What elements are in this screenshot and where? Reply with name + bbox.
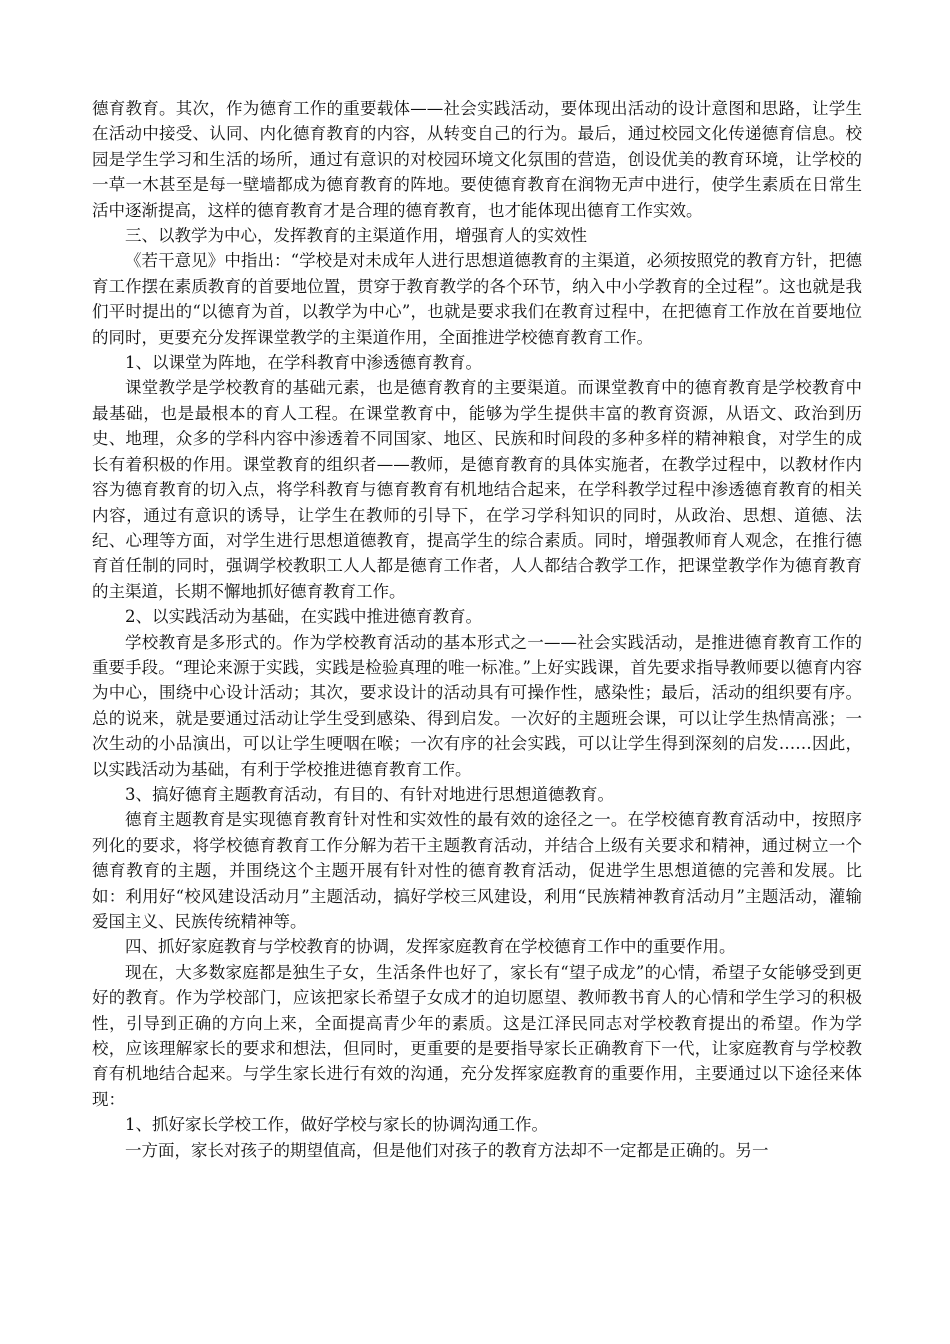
paragraph-classroom: 课堂教学是学校教育的基础元素，也是德育教育的主要渠道。而课堂教育中的德育教育是学校教育中最基础，也是最根本的育人工程。在课堂教育中，能够为学生提供丰富的教育资源，从语文、政治到历史、地理，众多的学科内容中渗透着不同国家、地区、民族和时间段的多种多样的精神粮食，对学生的成长有着积极的作用。课堂教育的组织者——教师，是德育教育的具体实施者，在教学过程中，以教材作内容为德育教育的切入点，将学科教育与德育教育有机地结合起来，在学科教学过程中渗透德育教育的相关内容，通过有意识的诱导，让学生在教师的引导下，在学习学科知识的同时，从政治、思想、道德、法纪、心理等方面，对学生进行思想道德教育，提高学生的综合素质。同时，增强教师育人观念，在推行德育首任制的同时，强调学校教职工人人都是德育工作者，人人都结合教学工作，把课堂教学作为德育教育的主渠道，长期不懈地抓好德育教育工作。 — [92, 378, 862, 601]
paragraph-family-education: 现在，大多数家庭都是独生子女，生活条件也好了，家长有“望子成龙”的心情，希望子女能够受到更好的教育。作为学校部门，应该把家长希望子女成才的迫切愿望、教师教书育人的心情和学生学习的积极性，引导到正确的方向上来，全面提高青少年的素质。这是江泽民同志对学校教育提出的希望。作为学校，应该理解家长的要求和想法，但同时，更重要的是要指导家长正确教育下一代，让家庭教育与学校教育有机地结合起来。与学生家长进行有效的沟通，充分发挥家庭教育的重要作用，主要通过以下途径来体现： — [92, 962, 862, 1109]
paragraph-parent-school: 一方面，家长对孩子的期望值高，但是他们对孩子的教育方法却不一定都是正确的。另一 — [125, 1140, 769, 1160]
paragraph-intro-continuation: 德育教育。其次，作为德育工作的重要载体——社会实践活动，要体现出活动的设计意图和思路，让学生在活动中接受、认同、内化德育教育的内容，从转变自己的行为。最后，通过校园文化传递德育信息。校园是学生学习和生活的场所，通过有意识的对校园环境文化氛围的营造，创设优美的教育环境，让学校的一草一木甚至是每一壁墙都成为德育教育的阵地。要使德育教育在润物无声中进行，使学生素质在日常生活中逐渐提高，这样的德育教育才是合理的德育教育，也才能体现出德育工作实效。 — [92, 99, 862, 220]
subheading-theme-activities: 3、搞好德育主题教育活动，有目的、有针对地进行思想道德教育。 — [125, 784, 614, 804]
subheading-parent-school: 1、抓好家长学校工作，做好学校与家长的协调沟通工作。 — [125, 1115, 548, 1135]
section-heading-4: 四、抓好家庭教育与学校教育的协调，发挥家庭教育在学校德育工作中的重要作用。 — [125, 937, 736, 957]
paragraph-guideline-quote: 《若干意见》中指出：“学校是对未成年人进行思想道德教育的主渠道，必须按照党的教育方针，把德育工作摆在素质教育的首要地位置，贯穿于教育教学的各个环节，纳入中小学教育的全过程”。这也就是我们平时提出的“以德育为首，以教学为中心”，也就是要求我们在教育过程中，在把德育工作放在首要地位的同时，更要充分发挥课堂教学的主渠道作用，全面推进学校德育教育工作。 — [92, 251, 862, 347]
subheading-practice: 2、以实践活动为基础，在实践中推进德育教育。 — [125, 607, 482, 627]
paragraph-practice: 学校教育是多形式的。作为学校教育活动的基本形式之一——社会实践活动，是推进德育教育工作的重要手段。“理论来源于实践，实践是检验真理的唯一标准。”上好实践课，首先要求指导教师要以德育内容为中心，围绕中心设计活动；其次，要求设计的活动具有可操作性，感染性；最后，活动的组织要有序。总的说来，就是要通过活动让学生受到感染、得到启发。一次好的主题班会课，可以让学生热情高涨；一次生动的小品演出，可以让学生哽咽在喉；一次有序的社会实践，可以让学生得到深刻的启发……因此，以实践活动为基础，有利于学校推进德育教育工作。 — [92, 632, 862, 779]
paragraph-theme-activities: 德育主题教育是实现德育教育针对性和实效性的最有效的途径之一。在学校德育教育活动中，按照序列化的要求，将学校德育教育工作分解为若干主题教育活动，并结合上级有关要求和精神，通过树立一个德育教育的主题，并围绕这个主题开展有针对性的德育教育活动，促进学生思想道德的完善和发展。比如：利用好“校风建设活动月”主题活动，搞好学校三风建设，利用“民族精神教育活动月”主题活动，灌输爱国主义、民族传统精神等。 — [92, 810, 862, 931]
subheading-classroom: 1、以课堂为阵地，在学科教育中渗透德育教育。 — [125, 353, 482, 373]
section-heading-3: 三、以教学为中心，发挥教育的主渠道作用，增强育人的实效性 — [125, 226, 587, 246]
document-body — [92, 96, 862, 1163]
